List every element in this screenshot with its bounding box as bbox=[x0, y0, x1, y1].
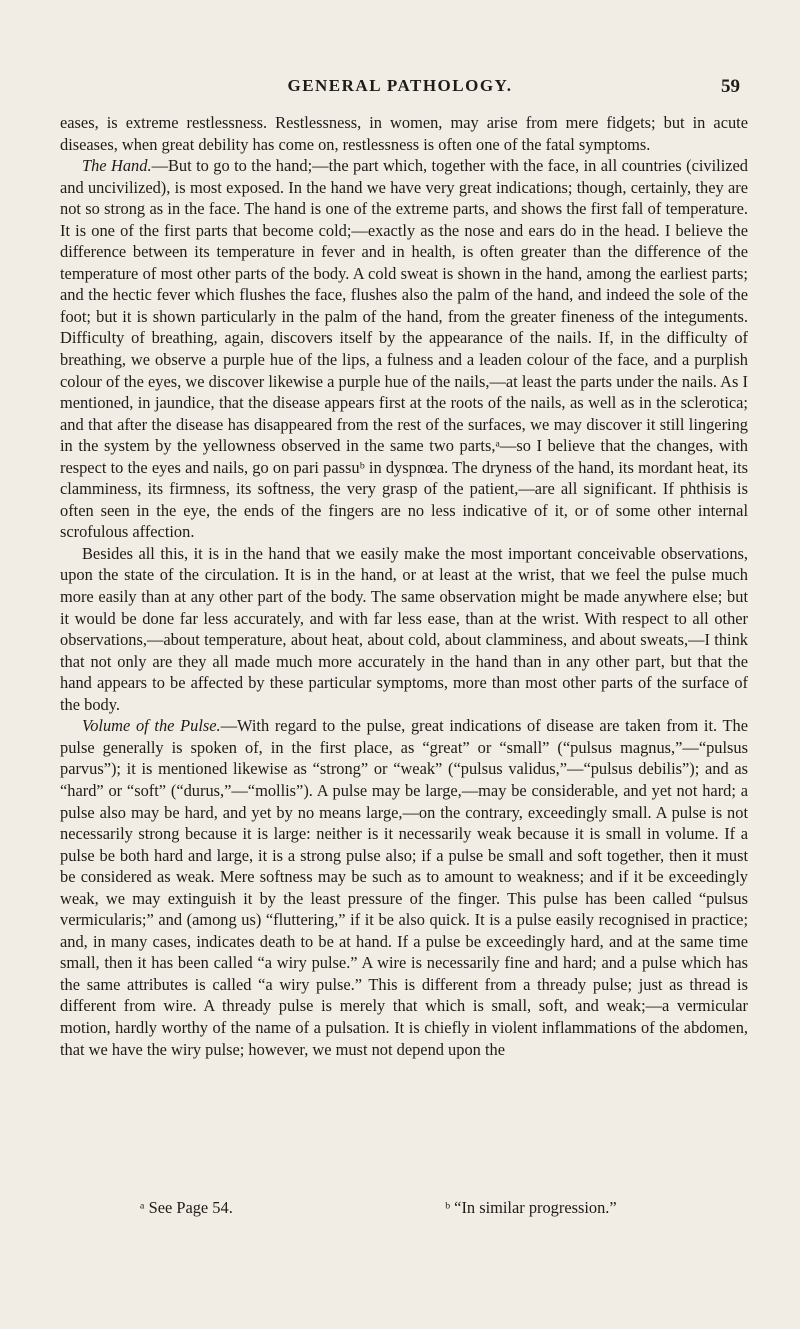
paragraph-volume-of-pulse-text: —With regard to the pulse, great indications of disease are taken from it. The pulse generally is spoken of, in the first place, as “great” or “small” (“pulsus magnus,”—“pulsus parvus”); it is mentioned likewise as “strong” or “weak” (“pulsus validus,”—“pulsus debilis”); and as “hard” or “soft” (“durus,”—“mollis”). A pulse may be large,—may be considerable, and yet not hard; a pulse also may be hard, and yet by no means large,—on the contrary, exceedingly small. A pulse is not necessarily strong because it is large: neither is it necessarily weak because it is small in volume. If a pulse be both hard and large, it is a strong pulse also; if a pulse be small and soft together, then it must be considered as weak. Mere softness may be such as to amount to weakness; and if it be exceedingly weak, we may extinguish it by the least pressure of the finger. This pulse has been called “pulsus vermicularis;” and (among us) “fluttering,” if it be also quick. It is a pulse easily recognised in practice; and, in many cases, indicates death to be at hand. If a pulse be exceedingly hard, and at the same time small, then it has been called “a wiry pulse.” A wire is necessarily fine and hard; and a pulse which has the same attributes is called “a wiry pulse.” This is different from a thready pulse; just as thread is different from wire. A thready pulse is merely that which is small, soft, and weak;—a vermicular motion, hardly worthy of the name of a pulsation. It is chiefly in violent inflammations of the abdomen, that we have the wiry pulse; however, we must not depend upon the bbox=[60, 716, 748, 1059]
paragraph-the-hand bbox=[60, 155, 748, 543]
paragraph-restlessness: eases, is extreme restlessness. Restlessness, in women, may arise from mere fidgets; but in acute diseases, when great debility has come on, restlessness is often one of the fatal symptoms. bbox=[60, 113, 748, 154]
footnotes bbox=[60, 1198, 748, 1222]
running-head bbox=[60, 76, 740, 100]
footnote-a: ᵃ See Page 54. bbox=[140, 1198, 233, 1217]
paragraph-circulation: Besides all this, it is in the hand that we easily make the most important conceivable observations, upon the state of the circulation. It is in the hand, or at least at the wrist, that we feel the pulse much more easily than at any other part of the body. The same observation might be made anywhere else; but it would be done far less accurately, and with far less ease, than at the wrist. With respect to all other observations,—about temperature, about heat, about cold, about clamminess, and about sweats,—I think that not only are they all made much more accurately in the hand than in any other part, but that the hand appears to be affected by these particular symptoms, more than most other parts of the surface of the body. bbox=[60, 543, 748, 714]
section-heading-volume-of-pulse: Volume of the Pulse. bbox=[82, 716, 221, 736]
footnote-b: ᵇ “In similar progression.” bbox=[445, 1198, 617, 1217]
running-title: GENERAL PATHOLOGY. bbox=[287, 76, 513, 95]
page-number: 59 bbox=[721, 76, 740, 97]
section-heading-the-hand: The Hand. bbox=[82, 156, 152, 176]
paragraph-the-hand-text: —But to go to the hand;—the part which, together with the face, in all countries (civilized and uncivilized), is most exposed. In the hand we have very great indications; though, certainly, they are not so strong as in the face. The hand is one of the extreme parts, and shows the first fall of temperature. It is one of the first parts that become cold;—exactly as the nose and ears do in the head. I believe the difference between its temperature in fever and in health, is often greater than the difference of the temperature of most other parts of the body. A cold sweat is shown in the hand, among the earliest parts; and the hectic fever which flushes the face, flushes also the palm of the hand, and indeed the sole of the foot; but it is shown particularly in the palm of the hand, from the greater fineness of the integuments. Difficulty of breathing, again, discovers itself by the appearance of the nails. If, in the difficulty of breathing, we observe a purple hue of the lips, a fulness and a leaden colour of the face, and a purplish colour of the eyes, we discover likewise a purple hue of the nails,—at least the parts under the nails. As I mentioned, in jaundice, that the disease appears first at the roots of the nails, as well as in the sclerotica; and that after the disease has disappeared from the rest of the surfaces, we may discover it still lingering in the system by the yellowness observed in the same two parts,ᵃ—so I believe that the changes, with respect to the eyes and nails, go on pari passuᵇ in dyspnœa. The dryness of the hand, its mordant heat, its clamminess, its firmness, its softness, the very grasp of the patient,—are all significant. If phthisis is often seen in the eye, the ends of the fingers are no less indicative of it, or of some other internal scrofulous affection. bbox=[60, 156, 748, 542]
body-text bbox=[60, 112, 748, 1060]
paragraph-volume-of-pulse bbox=[60, 715, 748, 1060]
